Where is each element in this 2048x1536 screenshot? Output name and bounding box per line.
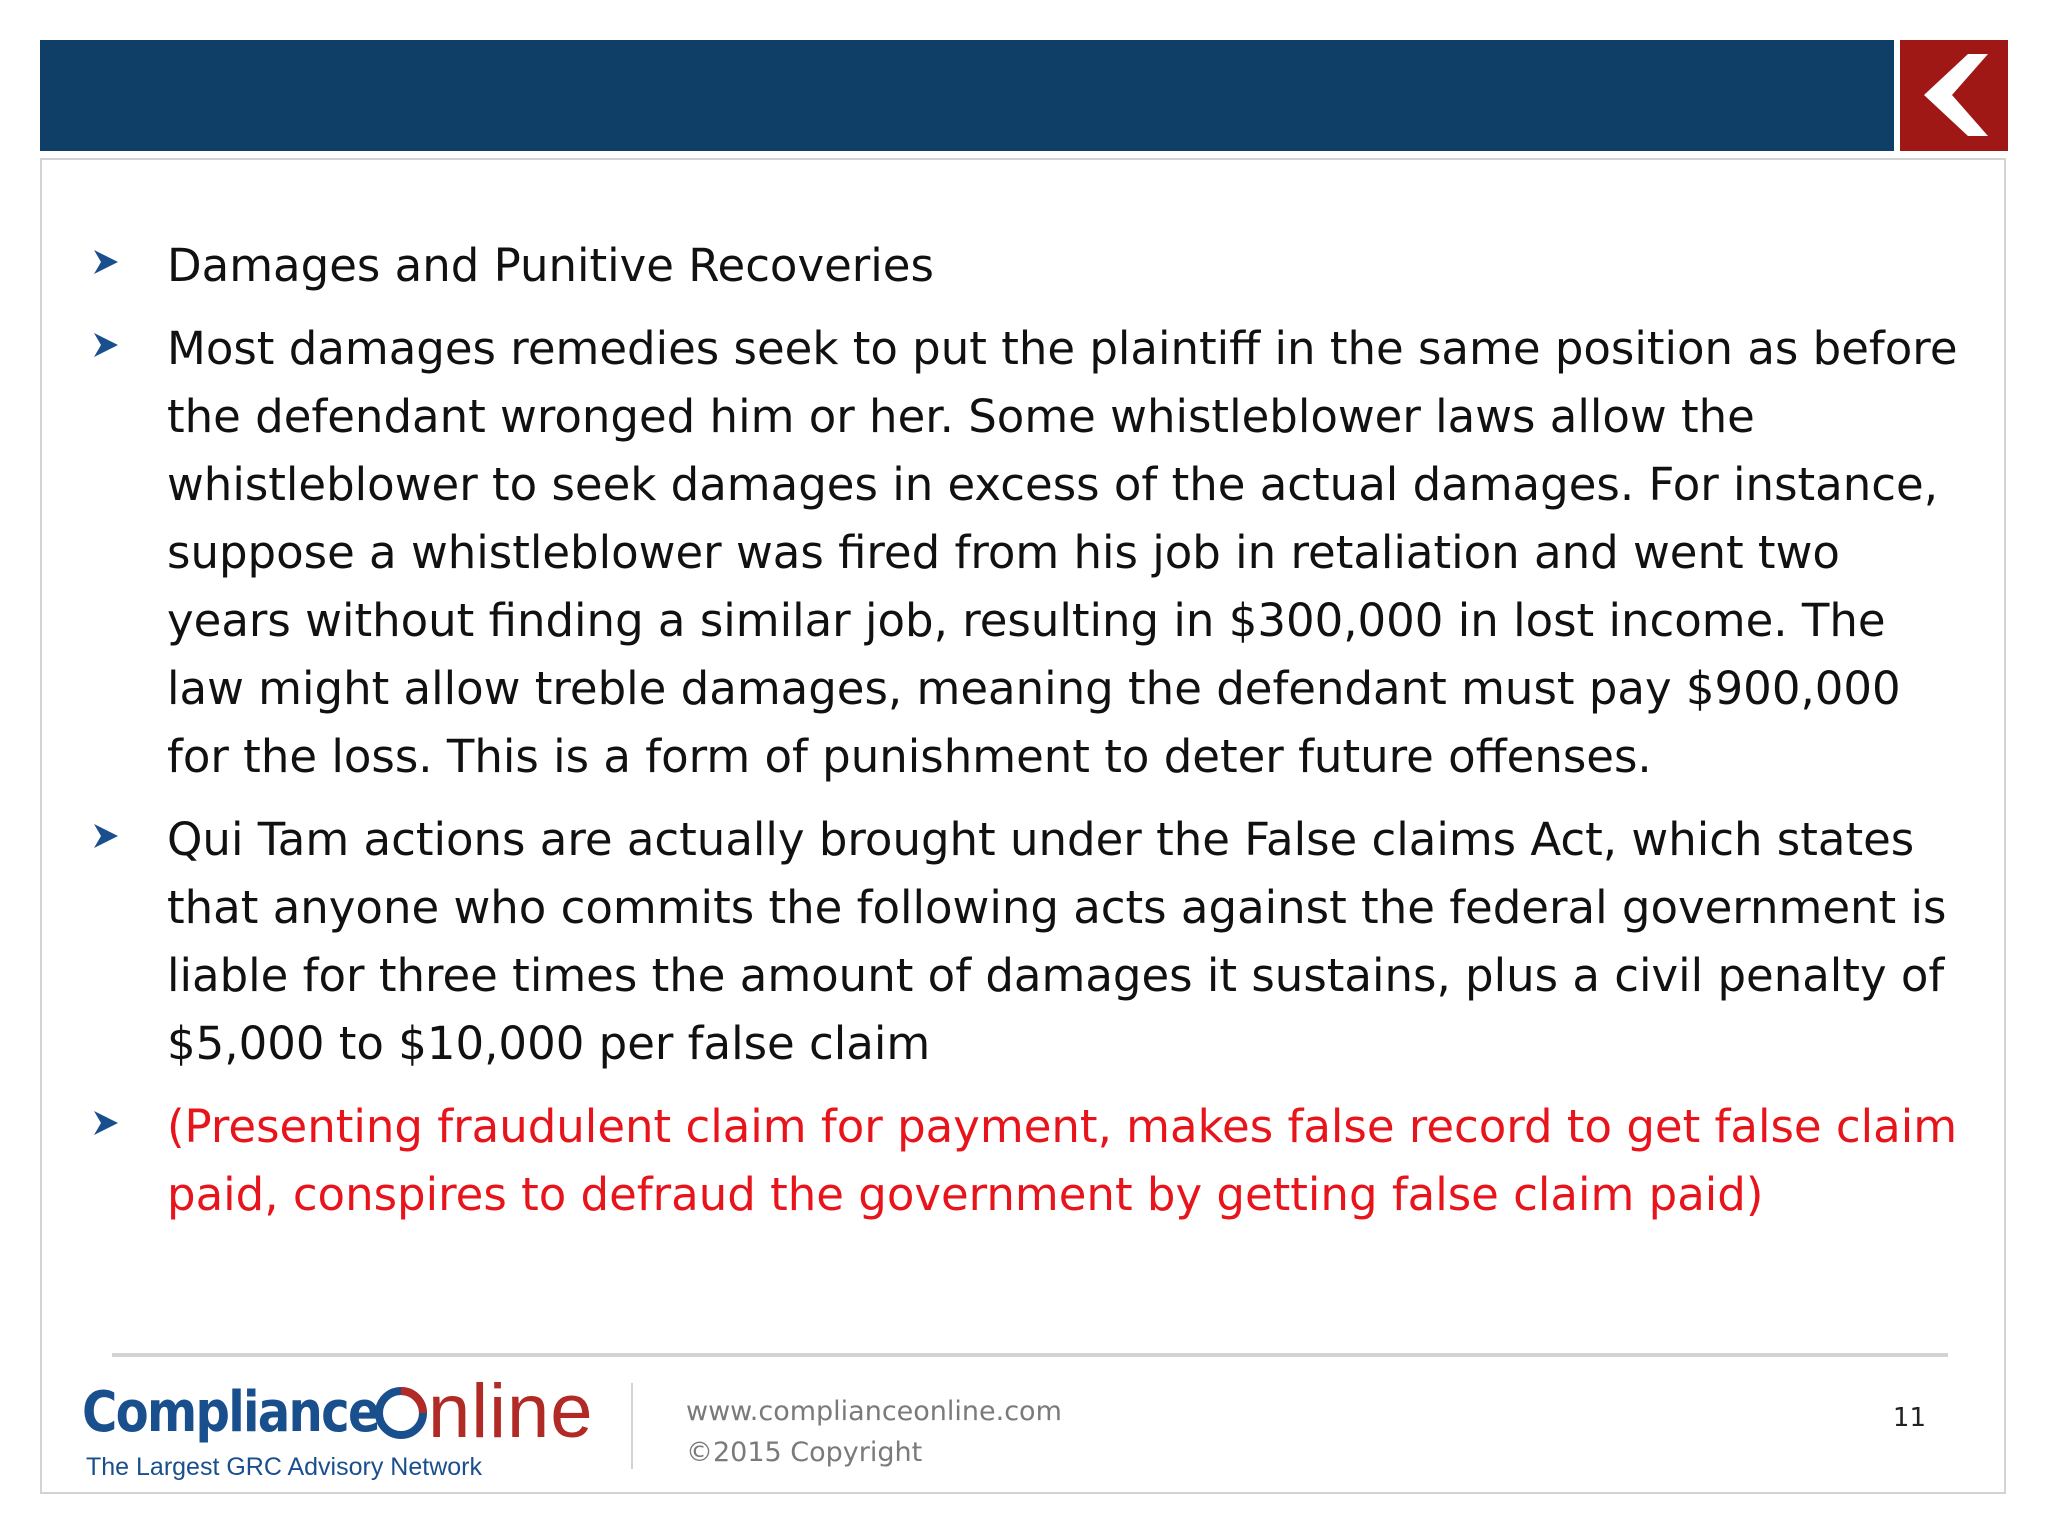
footer-url-link[interactable]: www.complianceonline.com: [686, 1396, 1062, 1427]
arrow-bullet-icon: [92, 248, 120, 276]
bullet-text: Qui Tam actions are actually brought under the False claims Act, which states that anyone who commits the following acts against the federal government is liable for three times the amount of damages it sustains, plus a civil penalty of $5,000 to $10,000 per false claim: [167, 813, 1947, 1070]
header-bar: [40, 40, 1894, 151]
arrow-bullet-icon: [92, 331, 120, 359]
logo-wordmark: [82, 1369, 594, 1454]
bullet-text: (Presenting fraudulent claim for payment, makes false record to get false claim paid, conspires to defraud the government by getting false claim paid): [167, 1100, 1958, 1221]
logo-o-ring-icon: [374, 1386, 428, 1440]
bullet-item: [92, 806, 1972, 1078]
page-number: 11: [1892, 1403, 1926, 1433]
bullet-item: [92, 232, 1972, 300]
complianceonline-logo[interactable]: [82, 1369, 622, 1488]
bullet-text: Most damages remedies seek to put the plaintiff in the same position as before the defendant wronged him or her. Some whistleblower laws allow the whistleblower to seek damages in excess of the actual damages. For instance, suppose a whistleblower was fired from his job in retaliation and went two years without finding a similar job, resulting in $300,000 in lost income. The law might allow treble damages, meaning the defendant must pay $900,000 for the loss. This is a form of punishment to deter future offenses.: [167, 322, 1958, 783]
back-button[interactable]: [1900, 40, 2008, 151]
footer-copyright: ©2015 Copyright: [686, 1437, 923, 1468]
footer-divider: [631, 1383, 633, 1469]
logo-word-compliance: Compliance: [82, 1380, 379, 1445]
logo-word-online: nline: [428, 1369, 594, 1454]
chevron-left-icon: [1900, 40, 2008, 151]
bullet-text: Damages and Punitive Recoveries: [167, 239, 934, 292]
logo-tagline: The Largest GRC Advisory Network: [86, 1453, 482, 1481]
footer-rule: [112, 1353, 1948, 1357]
bullet-item-highlighted: [92, 1093, 1972, 1229]
bullet-item: [92, 315, 1972, 791]
arrow-bullet-icon: [92, 822, 120, 850]
bullet-list: [92, 232, 1972, 1244]
arrow-bullet-icon: [92, 1109, 120, 1137]
